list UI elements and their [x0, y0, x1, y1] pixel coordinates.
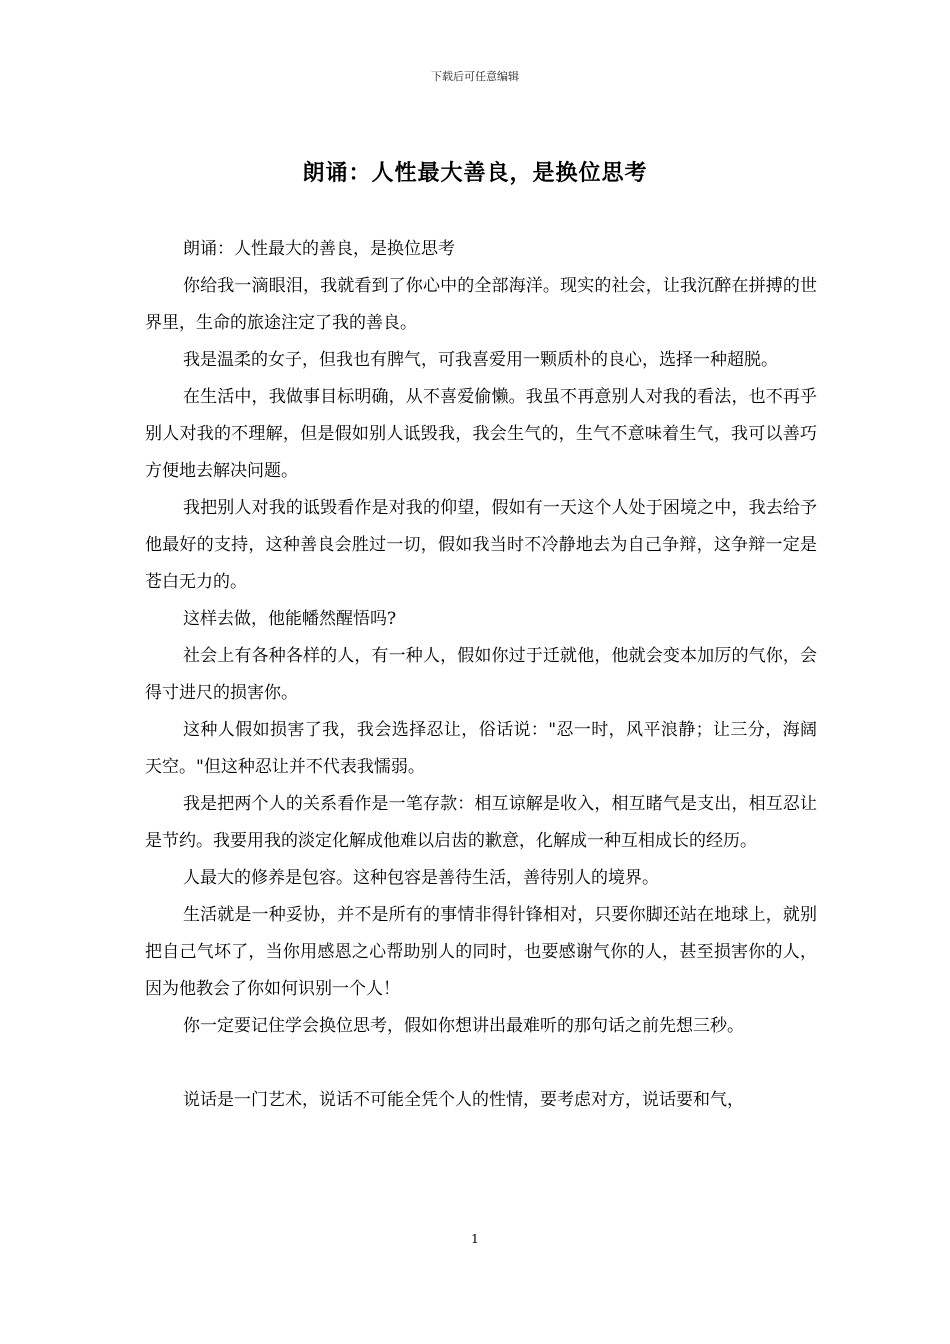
paragraph: 这样去做，他能幡然醒悟吗?	[183, 609, 397, 629]
document-body	[145, 231, 817, 1119]
header-note: 下载后可任意编辑	[431, 70, 519, 83]
paragraph: 我是温柔的女子，但我也有脾气，可我喜爱用一颗质朴的良心，选择一种超脱。	[183, 350, 778, 370]
paragraph: 人最大的修养是包容。这种包容是善待生活，善待别人的境界。	[183, 868, 659, 888]
paragraph: 说话是一门艺术，说话不可能全凭个人的性情，要考虑对方，说话要和气，	[183, 1090, 744, 1110]
paragraph: 生活就是一种妥协，并不是所有的事情非得针锋相对，只要你脚还站在地球上，就别把自己气坏了，当你用感恩之心帮助别人的同时，也要感谢气你的人，甚至损害你的人，因为他教会了你如何识别一个人！	[145, 905, 817, 999]
document-title: 朗诵：人性最大善良，是换位思考	[302, 160, 648, 186]
paragraph: 这种人假如损害了我，我会选择忍让，俗话说："忍一时，风平浪静；让三分，海阔天空。"但这种忍让并不代表我懦弱。	[145, 720, 817, 777]
page-number: 1	[471, 1232, 479, 1246]
paragraph: 我把别人对我的诋毁看作是对我的仰望，假如有一天这个人处于困境之中，我去给予他最好的支持，这种善良会胜过一切，假如我当时不冷静地去为自己争辩，这争辩一定是苍白无力的。	[145, 498, 817, 592]
paragraph: 你给我一滴眼泪，我就看到了你心中的全部海洋。现实的社会，让我沉醉在拼搏的世界里，生命的旅途注定了我的善良。	[145, 276, 817, 333]
paragraph: 社会上有各种各样的人，有一种人，假如你过于迁就他，他就会变本加厉的气你，会得寸进尺的损害你。	[145, 646, 817, 703]
paragraph: 我是把两个人的关系看作是一笔存款：相互谅解是收入，相互睹气是支出，相互忍让是节约。我要用我的淡定化解成他难以启齿的歉意，化解成一种互相成长的经历。	[145, 794, 817, 851]
paragraph: 朗诵：人性最大的善良，是换位思考	[183, 239, 455, 259]
paragraph: 在生活中，我做事目标明确，从不喜爱偷懒。我虽不再意别人对我的看法，也不再乎别人对我的不理解，但是假如别人诋毁我，我会生气的，生气不意味着生气，我可以善巧方便地去解决问题。	[145, 387, 817, 481]
paragraph: 你一定要记住学会换位思考，假如你想讲出最难听的那句话之前先想三秒。	[183, 1016, 744, 1036]
